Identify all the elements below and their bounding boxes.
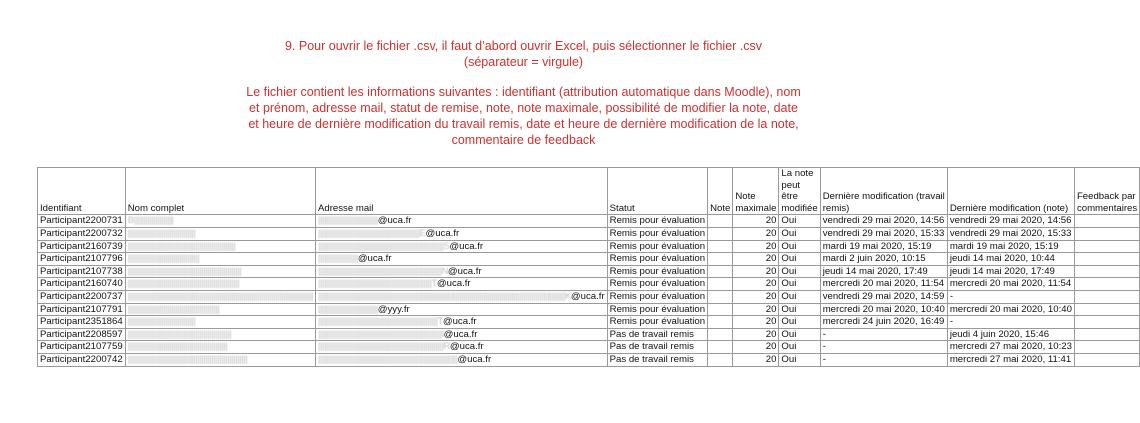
cell-feedback <box>1074 316 1139 329</box>
cell-note <box>708 253 733 266</box>
cell-statut: Remis pour évaluation <box>607 290 707 303</box>
cell-derniere-modif-note: jeudi 14 mai 2020, 10:44 <box>947 253 1074 266</box>
table-row <box>38 341 1140 354</box>
email-redacted: |||||||||||||||||||||||||||||| <box>317 215 378 227</box>
cell-derniere-modif-note: mercredi 20 mai 2020, 11:54 <box>947 278 1074 291</box>
name-redacted: ||||||||||||||||||||||||||||||||||||||||||||||||||||||||||||||||||||||||||||||||||||||||||||| <box>127 290 313 302</box>
cell-statut: Remis pour évaluation <box>607 227 707 240</box>
cell-derniere-modif-note: mercredi 27 mai 2020, 11:41 <box>947 353 1074 366</box>
table-row <box>38 227 1140 240</box>
cell-identifiant: Participant2107791 <box>38 303 126 316</box>
name-redacted: |||||||||||||||||||||||||||||||||| <box>127 227 196 239</box>
cell-identifiant: Participant2200737 <box>38 290 126 303</box>
file-description: Le fichier contient les informations suivantes : identifiant (attribution automatique dans Moodle), nom et prénom, adresse mail, statut de remise, note, note maximale, possibilité de modifier la note, date et heure de dernière modification du travail remis, date et heure de dernière modification de la note, commentaire de feedback <box>246 85 801 147</box>
email-redacted: ||||||||||||||||||||||||||||||||||||||||||||||||||||||||||||||I <box>317 328 444 340</box>
table-row <box>38 253 1140 266</box>
table-row <box>38 290 1140 303</box>
email-domain: @uca.fr <box>443 328 478 340</box>
cell-derniere-modif-note: jeudi 4 juin 2020, 15:46 <box>947 328 1074 341</box>
csv-table <box>37 167 1140 367</box>
cell-adresse-mail <box>315 265 607 278</box>
name-redacted: |||||||||||||||||||||||||||||||||||||||||||||||||||||||||||| <box>127 353 248 365</box>
cell-statut: Remis pour évaluation <box>607 303 707 316</box>
cell-derniere-modif-note: mercredi 20 mai 2020, 10:40 <box>947 303 1074 316</box>
cell-derniere-modif-travail: mercredi 20 mai 2020, 11:54 <box>820 278 947 291</box>
cell-note <box>708 215 733 228</box>
email-redacted: |||||||||||||||||||||||||||||||||||||||||||||||||||||||||T <box>317 278 437 290</box>
name-redacted: |||||||||||||||||||||||||||||||||||||||||||||||||||| <box>127 328 232 340</box>
cell-note-modifiable: Oui <box>779 328 820 341</box>
email-redacted: ||||||||||||||||||||||||||||||||||||||||||||||||||||||||||||||||||||||||||||||||||||||||||||||||||||||||||||||||||||||||||||K <box>317 290 571 302</box>
cell-statut: Remis pour évaluation <box>607 265 707 278</box>
email-domain: @uca.fr <box>457 353 492 365</box>
cell-derniere-modif-note: vendredi 29 mai 2020, 14:56 <box>947 215 1074 228</box>
cell-derniere-modif-note: mardi 19 mai 2020, 15:19 <box>947 240 1074 253</box>
cell-note-maximale: 20 <box>733 341 779 354</box>
cell-derniere-modif-travail: mercredi 24 juin 2020, 16:49 <box>820 316 947 329</box>
cell-note-maximale: 20 <box>733 316 779 329</box>
header-statut: Statut <box>607 168 707 215</box>
cell-nom-complet <box>125 328 315 341</box>
header-derniere-modif-note: Dernière modification (note) <box>947 168 1074 215</box>
cell-adresse-mail <box>315 303 607 316</box>
cell-nom-complet <box>125 316 315 329</box>
email-domain: @yyy.fr <box>377 303 410 315</box>
cell-identifiant: Participant2200732 <box>38 227 126 240</box>
table-row <box>38 240 1140 253</box>
email-redacted: |||||||||||||||||||| <box>317 253 358 265</box>
name-redacted: |||||||||||||||||||||||||||||||||||||||||||||||||||||| <box>127 240 236 252</box>
name-redacted: |||||||||||||||||||||||||||||||||||||||||||||||||| <box>127 341 228 353</box>
cell-note-modifiable: Oui <box>779 215 820 228</box>
cell-note-modifiable: Oui <box>779 353 820 366</box>
cell-adresse-mail <box>315 278 607 291</box>
table-row <box>38 215 1140 228</box>
cell-note <box>708 278 733 291</box>
cell-derniere-modif-note: - <box>947 290 1074 303</box>
cell-note-maximale: 20 <box>733 303 779 316</box>
cell-note-maximale: 20 <box>733 240 779 253</box>
cell-note-modifiable: Oui <box>779 303 820 316</box>
email-domain: @uca.fr <box>442 316 477 328</box>
cell-note-modifiable: Oui <box>779 240 820 253</box>
cell-statut: Remis pour évaluation <box>607 316 707 329</box>
email-redacted: |||||||||||||||||||||||||||||||||||||||||||||||||||||||||||||||S <box>317 240 450 252</box>
cell-statut: Remis pour évaluation <box>607 253 707 266</box>
cell-note-maximale: 20 <box>733 253 779 266</box>
header-feedback: Feedback par commentaires <box>1074 168 1139 215</box>
cell-note <box>708 240 733 253</box>
header-identifiant: Identifiant <box>38 168 126 215</box>
cell-derniere-modif-note: jeudi 14 mai 2020, 17:49 <box>947 265 1074 278</box>
cell-note-modifiable: Oui <box>779 227 820 240</box>
header-note-modifiable: La note peut être modifiée <box>779 168 820 215</box>
table-row <box>38 353 1140 366</box>
cell-adresse-mail <box>315 215 607 228</box>
email-redacted: ||||||||||||||||||||||||||||||||||||||||||||||||||||||||||||||N <box>317 265 448 277</box>
header-note: Note <box>708 168 733 215</box>
header-row <box>38 168 1140 215</box>
email-domain: @uca.fr <box>377 215 412 227</box>
name-redacted: |||||||||||||||||||||||||||||||||||||||||||||| <box>127 303 220 315</box>
cell-note <box>708 227 733 240</box>
cell-feedback <box>1074 353 1139 366</box>
cell-derniere-modif-note: vendredi 29 mai 2020, 15:33 <box>947 227 1074 240</box>
cell-note <box>708 290 733 303</box>
name-redacted: |||||||||||||||||||||||||||||||||||||||||||||||||||||||| <box>127 278 240 290</box>
cell-derniere-modif-travail: vendredi 29 mai 2020, 15:33 <box>820 227 947 240</box>
cell-identifiant: Participant2160739 <box>38 240 126 253</box>
email-redacted: |||||||||||||||||||||||||||||||||||||||||||||||||||E <box>317 227 426 239</box>
cell-nom-complet <box>125 227 315 240</box>
cell-note-modifiable: Oui <box>779 290 820 303</box>
cell-note-modifiable: Oui <box>779 278 820 291</box>
cell-nom-complet <box>125 303 315 316</box>
cell-statut: Pas de travail remis <box>607 328 707 341</box>
header-nom-complet: Nom complet <box>125 168 315 215</box>
cell-feedback <box>1074 328 1139 341</box>
cell-nom-complet <box>125 215 315 228</box>
cell-note <box>708 353 733 366</box>
header-adresse-mail: Adresse mail <box>315 168 607 215</box>
cell-feedback <box>1074 341 1139 354</box>
email-domain: @uca.fr <box>436 278 471 290</box>
cell-feedback <box>1074 290 1139 303</box>
cell-adresse-mail <box>315 316 607 329</box>
cell-derniere-modif-travail: vendredi 29 mai 2020, 14:59 <box>820 290 947 303</box>
email-domain: @uca.fr <box>425 227 460 239</box>
cell-nom-complet <box>125 278 315 291</box>
cell-note <box>708 265 733 278</box>
cell-identifiant: Participant2208597 <box>38 328 126 341</box>
cell-note-maximale: 20 <box>733 227 779 240</box>
email-domain: @uca.fr <box>357 253 392 265</box>
cell-nom-complet <box>125 290 315 303</box>
cell-derniere-modif-travail: - <box>820 328 947 341</box>
name-redacted: ||||||||||||||||||||||||||||||||||||||||||||||||||||||||| <box>127 265 242 277</box>
cell-adresse-mail <box>315 353 607 366</box>
cell-note-maximale: 20 <box>733 265 779 278</box>
cell-note <box>708 303 733 316</box>
email-domain: @uca.fr <box>449 341 484 353</box>
email-redacted: |||||||||||||||||||||||||||||||||||||||||||||||||||||||||||||||R <box>317 341 450 353</box>
email-redacted: |||||||||||||||||||||||||||||||||||||||||||||||||||||||||||||||||||||| <box>317 353 458 365</box>
step-line-1: 9. Pour ouvrir le fichier .csv, il faut d’abord ouvrir Excel, puis sélectionner le fichier .csv <box>284 39 763 53</box>
email-domain: @uca.fr <box>570 290 605 302</box>
cell-note <box>708 341 733 354</box>
cell-nom-complet <box>125 253 315 266</box>
cell-derniere-modif-note: - <box>947 316 1074 329</box>
cell-statut: Remis pour évaluation <box>607 240 707 253</box>
cell-identifiant: Participant2160740 <box>38 278 126 291</box>
cell-identifiant: Participant2200742 <box>38 353 126 366</box>
cell-adresse-mail <box>315 290 607 303</box>
cell-note-modifiable: Oui <box>779 341 820 354</box>
email-redacted: ||||||||||||||||||||||||||||||||||||||||||||||||||||||||||||T <box>317 316 443 328</box>
cell-nom-complet <box>125 341 315 354</box>
cell-feedback <box>1074 215 1139 228</box>
instructions-block <box>0 38 1047 148</box>
header-note-maximale: Note maximale <box>733 168 779 215</box>
cell-note-maximale: 20 <box>733 278 779 291</box>
cell-derniere-modif-travail: mardi 2 juin 2020, 10:15 <box>820 253 947 266</box>
cell-feedback <box>1074 265 1139 278</box>
cell-note-modifiable: Oui <box>779 253 820 266</box>
cell-adresse-mail <box>315 240 607 253</box>
cell-note <box>708 316 733 329</box>
cell-identifiant: Participant2107759 <box>38 341 126 354</box>
cell-identifiant: Participant2107738 <box>38 265 126 278</box>
cell-adresse-mail <box>315 227 607 240</box>
cell-statut: Remis pour évaluation <box>607 278 707 291</box>
cell-note-modifiable: Oui <box>779 316 820 329</box>
cell-note-maximale: 20 <box>733 353 779 366</box>
cell-statut: Pas de travail remis <box>607 341 707 354</box>
email-domain: @uca.fr <box>447 265 482 277</box>
cell-adresse-mail <box>315 328 607 341</box>
header-derniere-modif-travail: Dernière modification (travail remis) <box>820 168 947 215</box>
table-row <box>38 303 1140 316</box>
email-redacted: |||||||||||||||||||||||||||||| <box>317 303 378 315</box>
cell-nom-complet <box>125 265 315 278</box>
cell-identifiant: Participant2107796 <box>38 253 126 266</box>
step-line-2: (séparateur = virgule) <box>463 55 584 69</box>
cell-feedback <box>1074 253 1139 266</box>
cell-nom-complet <box>125 240 315 253</box>
cell-statut: Pas de travail remis <box>607 353 707 366</box>
cell-feedback <box>1074 278 1139 291</box>
table-row <box>38 278 1140 291</box>
table-row <box>38 265 1140 278</box>
name-redacted: B|||||||||||||||||||| <box>127 215 174 227</box>
cell-derniere-modif-travail: vendredi 29 mai 2020, 14:56 <box>820 215 947 228</box>
cell-derniere-modif-travail: mardi 19 mai 2020, 15:19 <box>820 240 947 253</box>
cell-derniere-modif-note: mercredi 27 mai 2020, 10:23 <box>947 341 1074 354</box>
name-redacted: |||||||||||||||||||||||||||||||||||| <box>127 253 200 265</box>
table-row <box>38 316 1140 329</box>
cell-derniere-modif-travail: - <box>820 341 947 354</box>
cell-feedback <box>1074 227 1139 240</box>
email-domain: @uca.fr <box>449 240 484 252</box>
cell-derniere-modif-travail: - <box>820 353 947 366</box>
name-redacted: |||||||||||||||||||||||||||||||||| <box>127 316 196 328</box>
cell-adresse-mail <box>315 253 607 266</box>
cell-nom-complet <box>125 353 315 366</box>
cell-note-modifiable: Oui <box>779 265 820 278</box>
cell-note-maximale: 20 <box>733 215 779 228</box>
cell-note-maximale: 20 <box>733 290 779 303</box>
cell-identifiant: Participant2200731 <box>38 215 126 228</box>
cell-identifiant: Participant2351864 <box>38 316 126 329</box>
cell-note <box>708 328 733 341</box>
table-row <box>38 328 1140 341</box>
cell-note-maximale: 20 <box>733 328 779 341</box>
cell-derniere-modif-travail: mercredi 20 mai 2020, 10:40 <box>820 303 947 316</box>
cell-derniere-modif-travail: jeudi 14 mai 2020, 17:49 <box>820 265 947 278</box>
cell-adresse-mail <box>315 341 607 354</box>
cell-feedback <box>1074 240 1139 253</box>
cell-statut: Remis pour évaluation <box>607 215 707 228</box>
cell-feedback <box>1074 303 1139 316</box>
